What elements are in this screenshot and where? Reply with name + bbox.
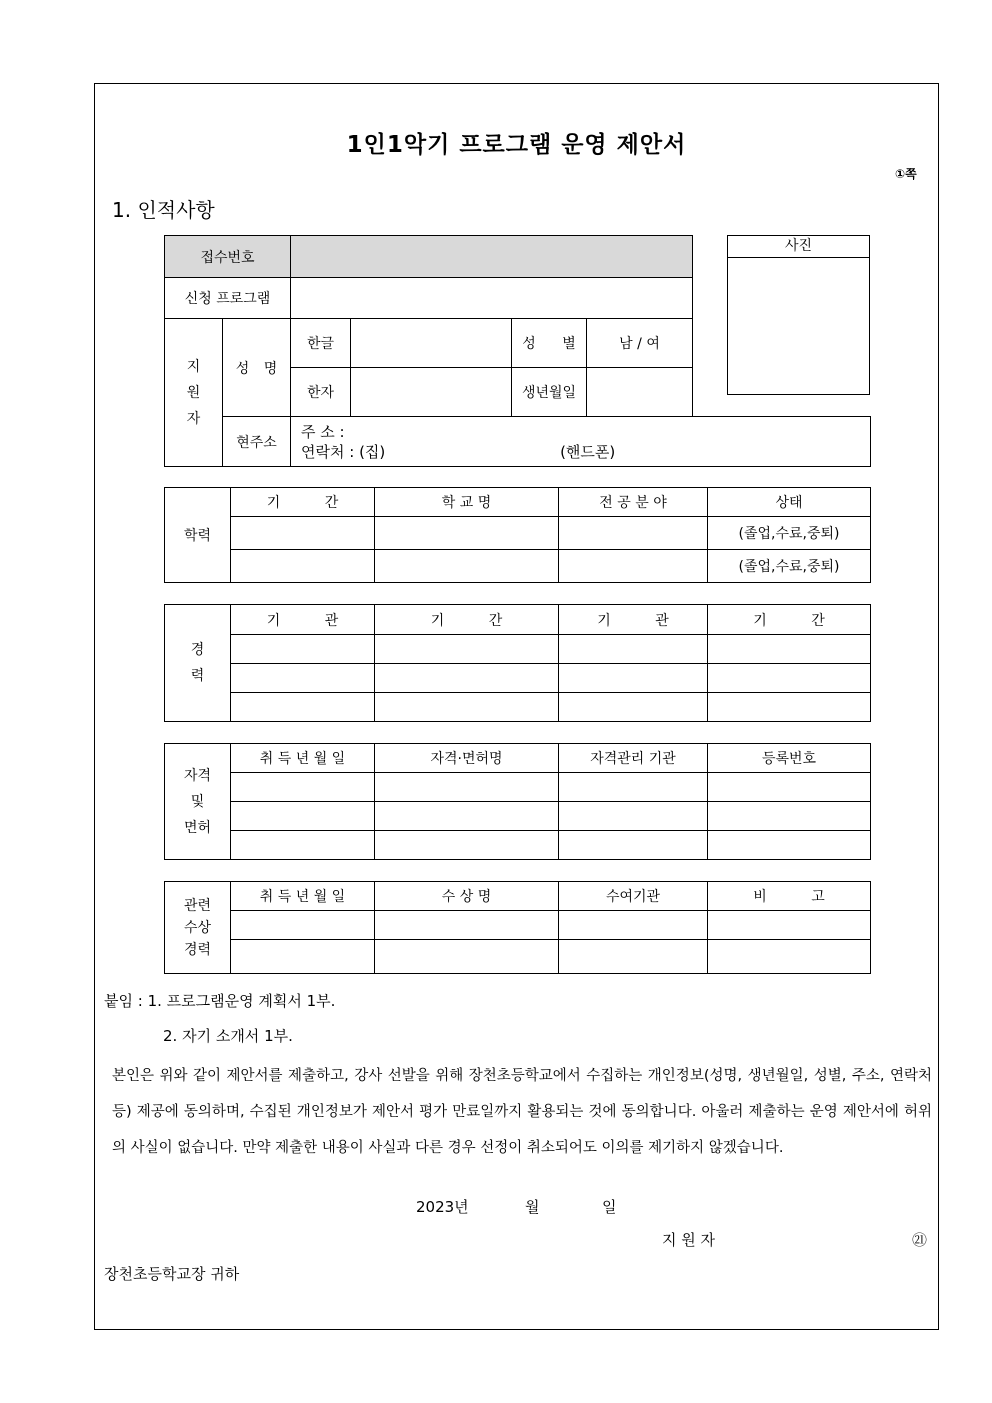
table-cell[interactable] [375,940,559,974]
table-cell[interactable] [559,517,708,550]
col-header: 기 간 [375,605,559,635]
table-cell[interactable] [375,693,559,722]
table-cell[interactable] [708,802,871,831]
birth-field[interactable] [587,368,693,417]
hanja-field[interactable] [351,368,512,417]
table-cell[interactable] [708,831,871,860]
license-label-line: 및 [190,793,205,810]
table-cell[interactable] [231,664,375,693]
table-cell[interactable] [375,550,559,583]
photo-box[interactable] [727,235,870,395]
photo-label: 사진 [728,236,869,258]
address-label: 현주소 [223,417,291,467]
applicant-label [165,319,223,467]
status-cell[interactable]: (졸업,수료,중퇴) [708,517,871,550]
career-label-char: 경 [190,642,205,658]
table-cell[interactable] [559,773,708,802]
receipt-no-label: 접수번호 [165,236,291,278]
career-table [164,604,871,722]
col-header: 등록번호 [708,744,871,773]
awards-label [165,882,231,974]
col-header: 자격·면허명 [375,744,559,773]
awards-label-line: 경력 [183,941,212,958]
seal-mark[interactable]: ㉑ [912,1231,928,1249]
col-header: 수여기관 [559,882,708,911]
table-cell[interactable] [559,802,708,831]
contact-home: 연락처 : (집) [301,442,386,461]
program-field[interactable] [291,278,693,319]
col-header: 학 교 명 [375,488,559,517]
hangul-label: 한글 [291,319,351,368]
birth-label: 생년월일 [512,368,587,417]
table-cell[interactable] [375,802,559,831]
address-field[interactable] [291,417,871,467]
recipient-line: 장천초등학교장 귀하 [104,1265,240,1283]
table-cell[interactable] [559,831,708,860]
signature-label: 지 원 자 [662,1231,716,1249]
consent-paragraph: 본인은 위와 같이 제안서를 제출하고, 강사 선발을 위해 장천초등학교에서 수집하는 개인정보(성명, 생년월일, 성별, 주소, 연락처 등) 제공에 동의하며, 수집된 개인정보가 제안서 평가 만료일까지 활용되는 것에 동의합니다. 아울러 제출하는 운영 제안서에 허위의 사실이 없습니다. 만약 제출한 내용이 사실과 다른 경우 선정이 취소되어도 이의를 제기하지 않겠습니다. [112,1068,932,1156]
col-header: 취 득 년 월 일 [231,744,375,773]
col-header: 기 관 [231,605,375,635]
page-number: ①쪽 [895,167,917,181]
section-heading: 1. 인적사항 [112,198,215,222]
applicant-label-char: 원 [186,384,201,401]
table-cell[interactable] [231,940,375,974]
gender-field[interactable]: 남 / 여 [587,319,693,368]
table-cell[interactable] [559,635,708,664]
table-cell[interactable] [708,940,871,974]
license-label-line: 자격 [183,767,212,784]
table-cell[interactable] [559,693,708,722]
status-cell[interactable]: (졸업,수료,중퇴) [708,550,871,583]
receipt-no-field[interactable] [291,236,693,278]
table-cell[interactable] [231,550,375,583]
table-cell[interactable] [708,664,871,693]
table-cell[interactable] [708,773,871,802]
table-cell[interactable] [375,664,559,693]
applicant-label-char: 지 [186,358,201,375]
awards-label-line: 관련 [183,897,212,914]
table-cell[interactable] [231,911,375,940]
col-header: 기 간 [708,605,871,635]
table-cell[interactable] [559,664,708,693]
contact-line [301,442,870,462]
table-cell[interactable] [375,635,559,664]
table-cell[interactable] [375,911,559,940]
col-header: 상태 [708,488,871,517]
table-cell[interactable] [231,517,375,550]
date-year: 2023년 [416,1198,469,1216]
table-cell[interactable] [231,773,375,802]
table-cell[interactable] [375,773,559,802]
awards-table [164,881,871,974]
col-header: 기 간 [231,488,375,517]
date-month: 월 [525,1198,540,1216]
table-cell[interactable] [559,550,708,583]
attachment-line-1: 붙임 : 1. 프로그램운영 계획서 1부. [104,992,336,1010]
table-cell[interactable] [708,911,871,940]
license-label [165,744,231,860]
col-header: 자격관리 기관 [559,744,708,773]
table-cell[interactable] [375,517,559,550]
table-cell[interactable] [708,635,871,664]
attachment-line-2: 2. 자기 소개서 1부. [163,1027,293,1045]
gender-label: 성 별 [512,319,587,368]
license-label-line: 면허 [183,819,212,836]
education-table [164,487,871,583]
col-header: 기 관 [559,605,708,635]
table-cell[interactable] [559,911,708,940]
col-header: 전 공 분 야 [559,488,708,517]
col-header: 수 상 명 [375,882,559,911]
name-label: 성 명 [223,319,291,417]
career-label [165,605,231,722]
col-header: 취 득 년 월 일 [231,882,375,911]
program-label: 신청 프로그램 [165,278,291,319]
table-cell[interactable] [708,693,871,722]
hanja-label: 한자 [291,368,351,417]
table-cell[interactable] [231,635,375,664]
table-cell[interactable] [559,940,708,974]
table-cell[interactable] [231,802,375,831]
license-table [164,743,871,860]
education-label: 학력 [165,488,231,583]
applicant-label-char: 자 [186,410,201,427]
address-line: 주 소 : [301,422,345,441]
table-cell[interactable] [375,831,559,860]
date-day: 일 [602,1198,617,1216]
contact-mobile: (핸드폰) [560,442,616,461]
hangul-field[interactable] [351,319,512,368]
document-title: 1인1악기 프로그램 운영 제안서 [346,132,687,158]
career-label-char: 력 [190,668,205,684]
awards-label-line: 수상 [183,919,212,936]
table-cell[interactable] [231,831,375,860]
col-header: 비 고 [708,882,871,911]
table-cell[interactable] [231,693,375,722]
